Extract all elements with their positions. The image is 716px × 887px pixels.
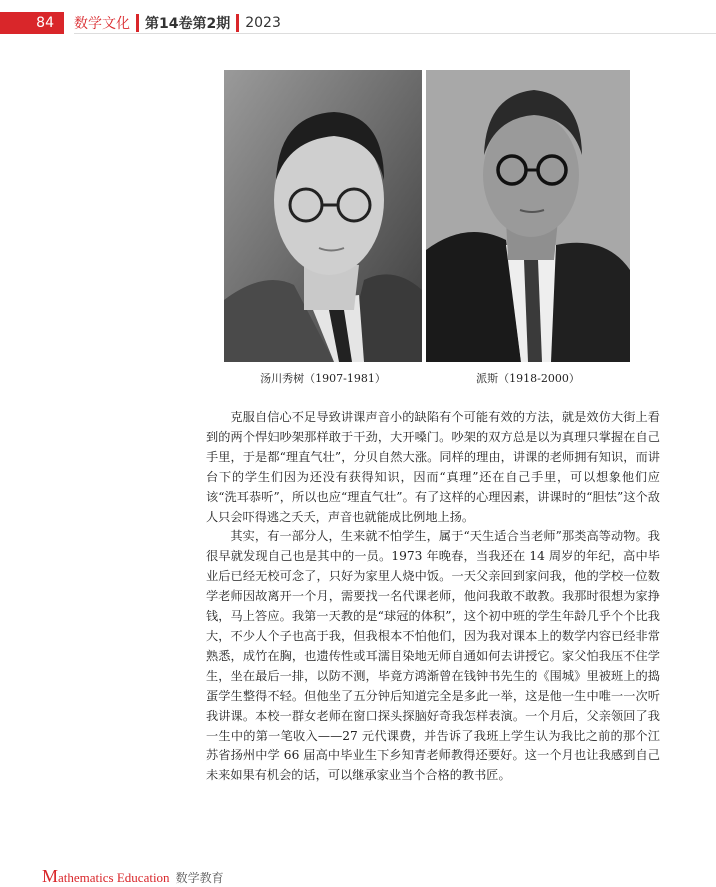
footer-title-cn: 数学教育 [175, 871, 224, 885]
journal-name: 数学文化 [74, 16, 130, 32]
page-number: 84 [0, 12, 64, 34]
running-head [74, 12, 281, 34]
article-body [206, 408, 660, 786]
portrait-photo-pais [426, 70, 630, 362]
year-label: 2023 [245, 15, 281, 31]
portrait-photo-yukawa [224, 70, 422, 362]
portrait-illustration [426, 70, 630, 362]
footer-initial: M [42, 866, 59, 886]
header-separator [236, 14, 239, 32]
page-header [0, 0, 716, 40]
footer-title-en: athematics Education [58, 870, 170, 885]
article-paragraph: 克服自信心不足导致讲课声音小的缺陷有个可能有效的方法，就是效仿大街上看到的两个悍妇吵架那样敢于干劲，大开嗓门。吵架的双方总是以为真理只掌握在自己手里，于是都“理直气壮”，分贝自然大涨。同样的理由，讲课的老师拥有知识，而讲台下的学生们因为还没有获得知识，因而“真理”还在自己手里，可以想象他们应该“洗耳恭听”，所以也应“理直气壮”。有了这样的心理因素，讲课时的“胆怯”这个敌人只会吓得逃之夭夭，声音也就能成比例地上扬。 [206, 410, 660, 524]
issue-label: 第14卷第2期 [145, 16, 231, 32]
photo-caption-right: 派斯（1918-2000） [476, 372, 580, 385]
header-rule [74, 33, 716, 34]
article-paragraph: 其实，有一部分人，生来就不怕学生，属于“天生适合当老师”那类高等动物。我很早就发现自己也是其中的一员。1973 年晚春，当我还在 14 周岁的年纪，高中毕业后已经无校可念了，只好为家里人烧中饭。一天父亲回到家问我，他的学校一位数学老师因故离开一个月，需要找一名代课老师，他问我敢不敢教。我那时很想为家挣钱，马上答应。我第一天教的是“球冠的体积”，这个初中班的学生年龄几乎个个比我大，不少人个子也高于我，但我根本不怕他们，因为我对课本上的数学内容已经非常熟悉，成竹在胸，也遗传性或耳濡目染地无师自通如何去讲授它。家父怕我压不住学生，坐在最后一排，以防不测，毕竟方鸿渐曾在钱钟书先生的《围城》里被班上的捣蛋学生整得不轻。但他坐了五分钟后知道完全是多此一举，这是他一生中唯一一次听我讲课。本校一群女老师在窗口探头探脑好奇我怎样表演。一个月后，父亲领回了我一生中的第一笔收入——27 元代课费，并告诉了我班上学生认为我比之前的那个江苏省扬州中学 66 届高中毕业生下乡知青老师教得还要好。这一个月也让我感到自己未来如果有机会的话，可以继承家业当个合格的教书匠。 [206, 529, 660, 783]
photo-caption-left: 汤川秀树（1907-1981） [260, 372, 386, 385]
header-separator [136, 14, 139, 32]
portrait-illustration [224, 70, 422, 362]
